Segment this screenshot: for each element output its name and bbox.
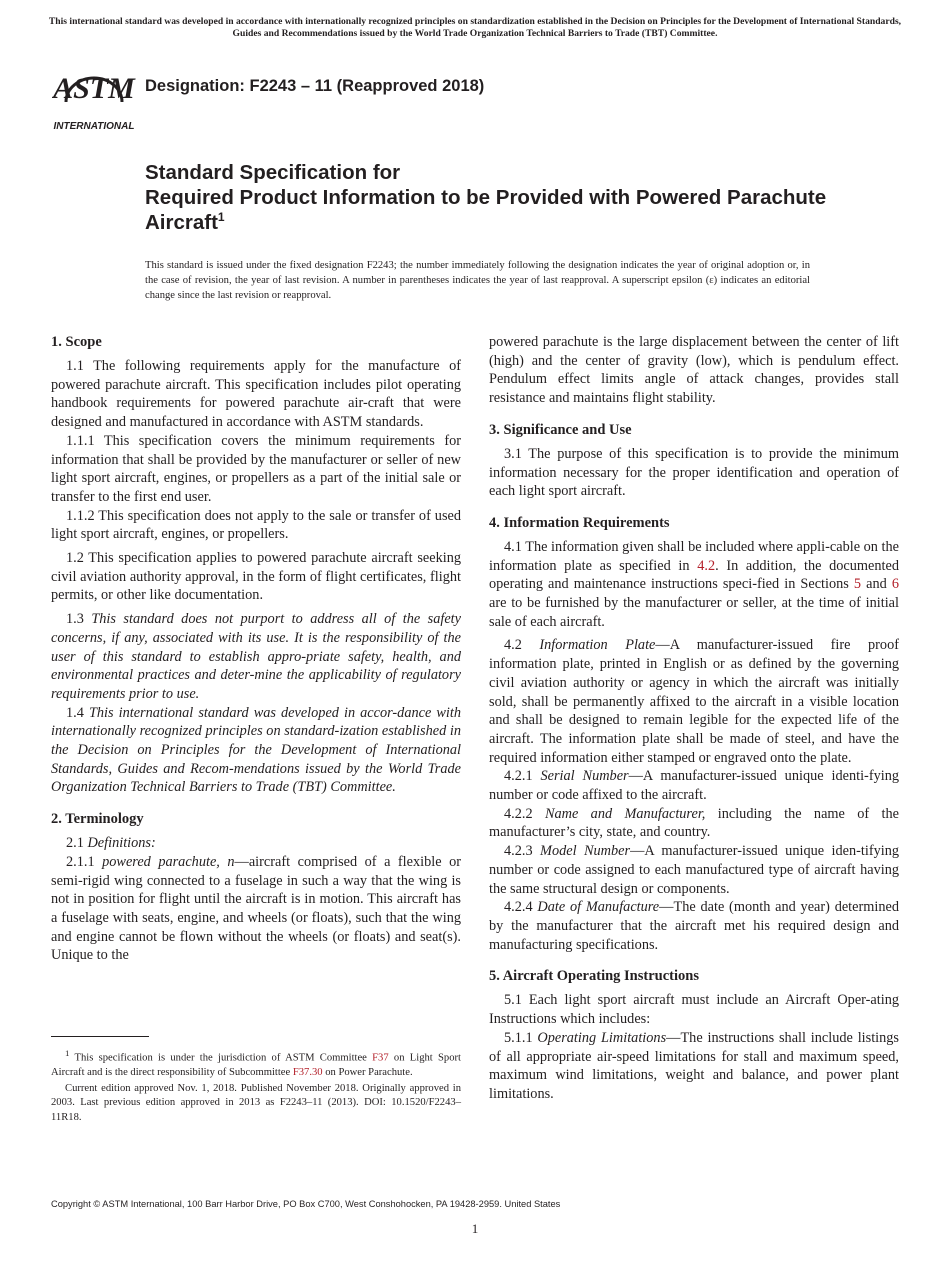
para-4-2-3-number: 4.2.3 — [504, 843, 533, 860]
para-1-3 — [51, 610, 461, 704]
para-4-2-1 — [489, 767, 899, 804]
para-1-1-1: 1.1.1 This specification covers the minimum requirements for information that shall be provided by the manufacturer or seller of new light sport aircraft, engines, or propellers as a part of the initial sale or transfer to the first end user. — [51, 432, 461, 505]
para-4-2-1-number: 4.2.1 — [504, 768, 533, 785]
para-1-3-number: 1.3 — [66, 611, 84, 628]
para-4-2-term: Information Plate — [539, 637, 656, 654]
issued-note: This standard is issued under the fixed designation F2243; the number immediately following the designation indicates the year of original adoption or, in the case of revision, the year of last revision. A number in parentheses indicates the year of last reapproval. A superscript epsilon (ε) indicates an editorial change since the last revision or reapproval. — [145, 260, 810, 301]
para-1-4-number: 1.4 — [66, 704, 84, 721]
para-2-1-label: Definitions: — [87, 835, 156, 852]
section-5-heading: 5. Aircraft Operating Instructions — [489, 968, 699, 985]
para-4-2-4-number: 4.2.4 — [504, 899, 533, 916]
para-2-1-number: 2.1 — [66, 835, 84, 852]
footnote-1-text-c: on Power Parachute. — [322, 1066, 413, 1078]
footnote-1-text-a: This specification is under the jurisdiction of ASTM Committee — [69, 1052, 373, 1064]
footnote-2: Current edition approved Nov. 1, 2018. Published November 2018. Originally approved in 2003. Last previous edition approved in 2013 as F2243–11 (2013). DOI: 10.1520/F2243–11R18. — [51, 1083, 461, 1123]
section-4-heading: 4. Information Requirements — [489, 514, 670, 531]
para-4-2-2-number: 4.2.2 — [504, 805, 533, 822]
para-2-1-1-term: powered parachute, n — [102, 853, 235, 870]
para-4-2-4-term: Date of Manufacture — [537, 899, 660, 916]
title-main: Required Product Information to be Provided with Powered Parachute Aircraft — [145, 186, 827, 234]
para-2-1-1-number: 2.1.1 — [66, 853, 95, 870]
para-4-2-1-text: —A manufacturer-issued unique identi-fying number or code affixed to the aircraft. — [489, 768, 899, 804]
astm-logo-icon — [52, 56, 136, 132]
para-4-2-number: 4.2 — [504, 637, 522, 654]
para-1-4 — [51, 704, 461, 798]
svg-text:ASTM: ASTM — [53, 72, 135, 105]
para-4-2-3-text: —A manufacturer-issued unique iden-tifying number or code assigned to each manufactured type of aircraft having the same structural design or components. — [489, 843, 900, 897]
para-1-1-2: 1.1.2 This specification does not apply to the sale or transfer of used light sport aircraft, engines, or propellers. — [51, 507, 461, 543]
page-number: 1 — [471, 1221, 479, 1236]
para-2-1-1 — [51, 853, 461, 965]
title-line-2 — [145, 185, 845, 235]
footnote-rule — [51, 1036, 149, 1037]
para-4-1-text-d: are to be furnished by the manufacturer or seller, at the time of initial sale of each aircraft. — [489, 595, 899, 630]
para-2-1 — [51, 834, 461, 853]
para-4-2-2-term: Name and Manufacturer, — [544, 805, 706, 822]
committee-f37-link[interactable]: F37 — [372, 1052, 389, 1064]
right-column — [489, 333, 899, 1104]
para-1-2: 1.2 This specification applies to powered parachute aircraft seeking civil aviation authority approval, in the form of flight certificates, flight permits, or other like documentation. — [51, 550, 461, 604]
logo-wordmark: INTERNATIONAL — [53, 121, 135, 132]
para-4-2-3-term: Model Number — [540, 843, 631, 860]
para-2-1-1-text: —aircraft comprised of a flexible or semi-rigid wing connected to a fuselage in such a way that the wing is not in position for flight until the aircraft is in motion. This aircraft has a fuselage with seats, engine, and wheels (or floats), such that the wing and engine cannot be flown without the wheels (or floats) and seat(s). Unique to the — [51, 853, 462, 964]
para-1-1: 1.1 The following requirements apply for the manufacture of powered parachute aircraft. This specification includes pilot operating handbook requirements for powered parachute air-craft that were designed and manufactured in accordance with ASTM standards. — [51, 358, 461, 431]
ref-4-2-link[interactable]: 4.2 — [697, 557, 716, 574]
footnote-1-text-b: on Light Sport Aircraft and is the direct responsibility of Subcommittee — [51, 1052, 461, 1078]
para-1-4-text: This international standard was developed in accor-dance with internationally recognized principles on standard-ization established in the Decision on Principles for the Development of International Standards, Guides and Recom-mendations issued by the World Trade Organization Technical Barriers to Trade (TBT) Committee. — [51, 704, 461, 796]
ref-section-5-link[interactable]: 5 — [853, 576, 862, 593]
left-column — [51, 333, 461, 965]
footnotes — [51, 1046, 461, 1125]
para-4-1 — [489, 538, 899, 632]
para-5-1-1-term: Operating Limitations — [537, 1029, 667, 1046]
para-4-2-4-text: —The date (month and year) determined by the manufacturer that the aircraft met his required design and manufacturing specifications. — [489, 899, 899, 953]
para-2-1-1-continued: powered parachute is the large displacement between the center of lift (high) and the center of gravity (low), which is pendulum effect. Pendulum effect limits angle of attack changes, provides stall resistance and maintains flight stability. — [489, 334, 899, 407]
document-title — [145, 160, 845, 235]
para-4-2-4 — [489, 898, 899, 954]
title-line-1: Standard Specification for — [145, 161, 401, 184]
copyright-notice: Copyright © ASTM International, 100 Barr Harbor Drive, PO Box C700, West Conshohocken, PA 19428-2959. United States — [51, 1199, 561, 1209]
para-4-2-text: —A manufacturer-issued fire proof information plate, printed in English or as defined by the governing civil aviation authority or agency in which the aircraft was initially sold, shall be permanently affixed to the aircraft in a visible location and shall be designed to remain legible for the expected life of the aircraft. The information plate shall be made of steel, and have the required information either stamped or engraved onto the plate. — [489, 637, 899, 766]
para-4-1-text-a: 4.1 The information given shall be included where appli-cable on the information plate as specified in — [489, 538, 899, 574]
para-4-2 — [489, 636, 899, 767]
para-5-1: 5.1 Each light sport aircraft must include an Aircraft Oper-ating Instructions which includes: — [489, 992, 899, 1028]
footnote-1-mark: 1 — [65, 1048, 70, 1058]
footnote-1 — [51, 1046, 461, 1080]
para-3-1: 3.1 The purpose of this specification is to provide the minimum information necessary for the proper identification and operation of each light sport aircraft. — [489, 445, 899, 500]
para-5-1-1 — [489, 1029, 899, 1104]
para-1-3-text: This standard does not purport to address all of the safety concerns, if any, associated with its use. It is the responsibility of the user of this standard to establish appro-priate safety, health, and environmental practices and deter-mine the applicability of regulatory requirements prior to use. — [51, 611, 461, 702]
para-4-2-2 — [489, 805, 899, 842]
para-4-1-text-c: and — [861, 576, 892, 593]
designation: Designation: F2243 – 11 (Reapproved 2018) — [145, 77, 485, 95]
para-4-1-text-b: . In addition, the documented operating and maintenance instructions speci-fied in Sections — [489, 557, 899, 593]
para-5-1-1-text: —The instructions shall include listings of all appropriate air-speed limitations for stall and maximum speed, maximum wind limitations, weight and balance, and power plant limitations. — [489, 1029, 900, 1102]
para-4-2-3 — [489, 842, 899, 898]
para-5-1-1-number: 5.1.1 — [504, 1029, 533, 1046]
title-footnote-mark: 1 — [217, 210, 225, 224]
section-1-heading: 1. Scope — [51, 334, 102, 350]
subcommittee-f37-30-link[interactable]: F37.30 — [292, 1066, 323, 1078]
ref-section-6-link[interactable]: 6 — [891, 576, 899, 593]
para-4-2-1-term: Serial Number — [540, 768, 629, 785]
section-2-heading: 2. Terminology — [51, 811, 144, 828]
para-4-2-2-text: including the name of the manufacturer’s city, state, and country. — [489, 805, 899, 841]
header-notice: This international standard was developed in accordance with internationally recognized principles on standardization established in the Decision on Principles for the Development of International Standards, Guides and Recommendations issued by the World Trade Organization Technical Barriers to Trade (TBT) Committee. — [48, 16, 902, 39]
section-3-heading: 3. Significance and Use — [489, 421, 632, 438]
